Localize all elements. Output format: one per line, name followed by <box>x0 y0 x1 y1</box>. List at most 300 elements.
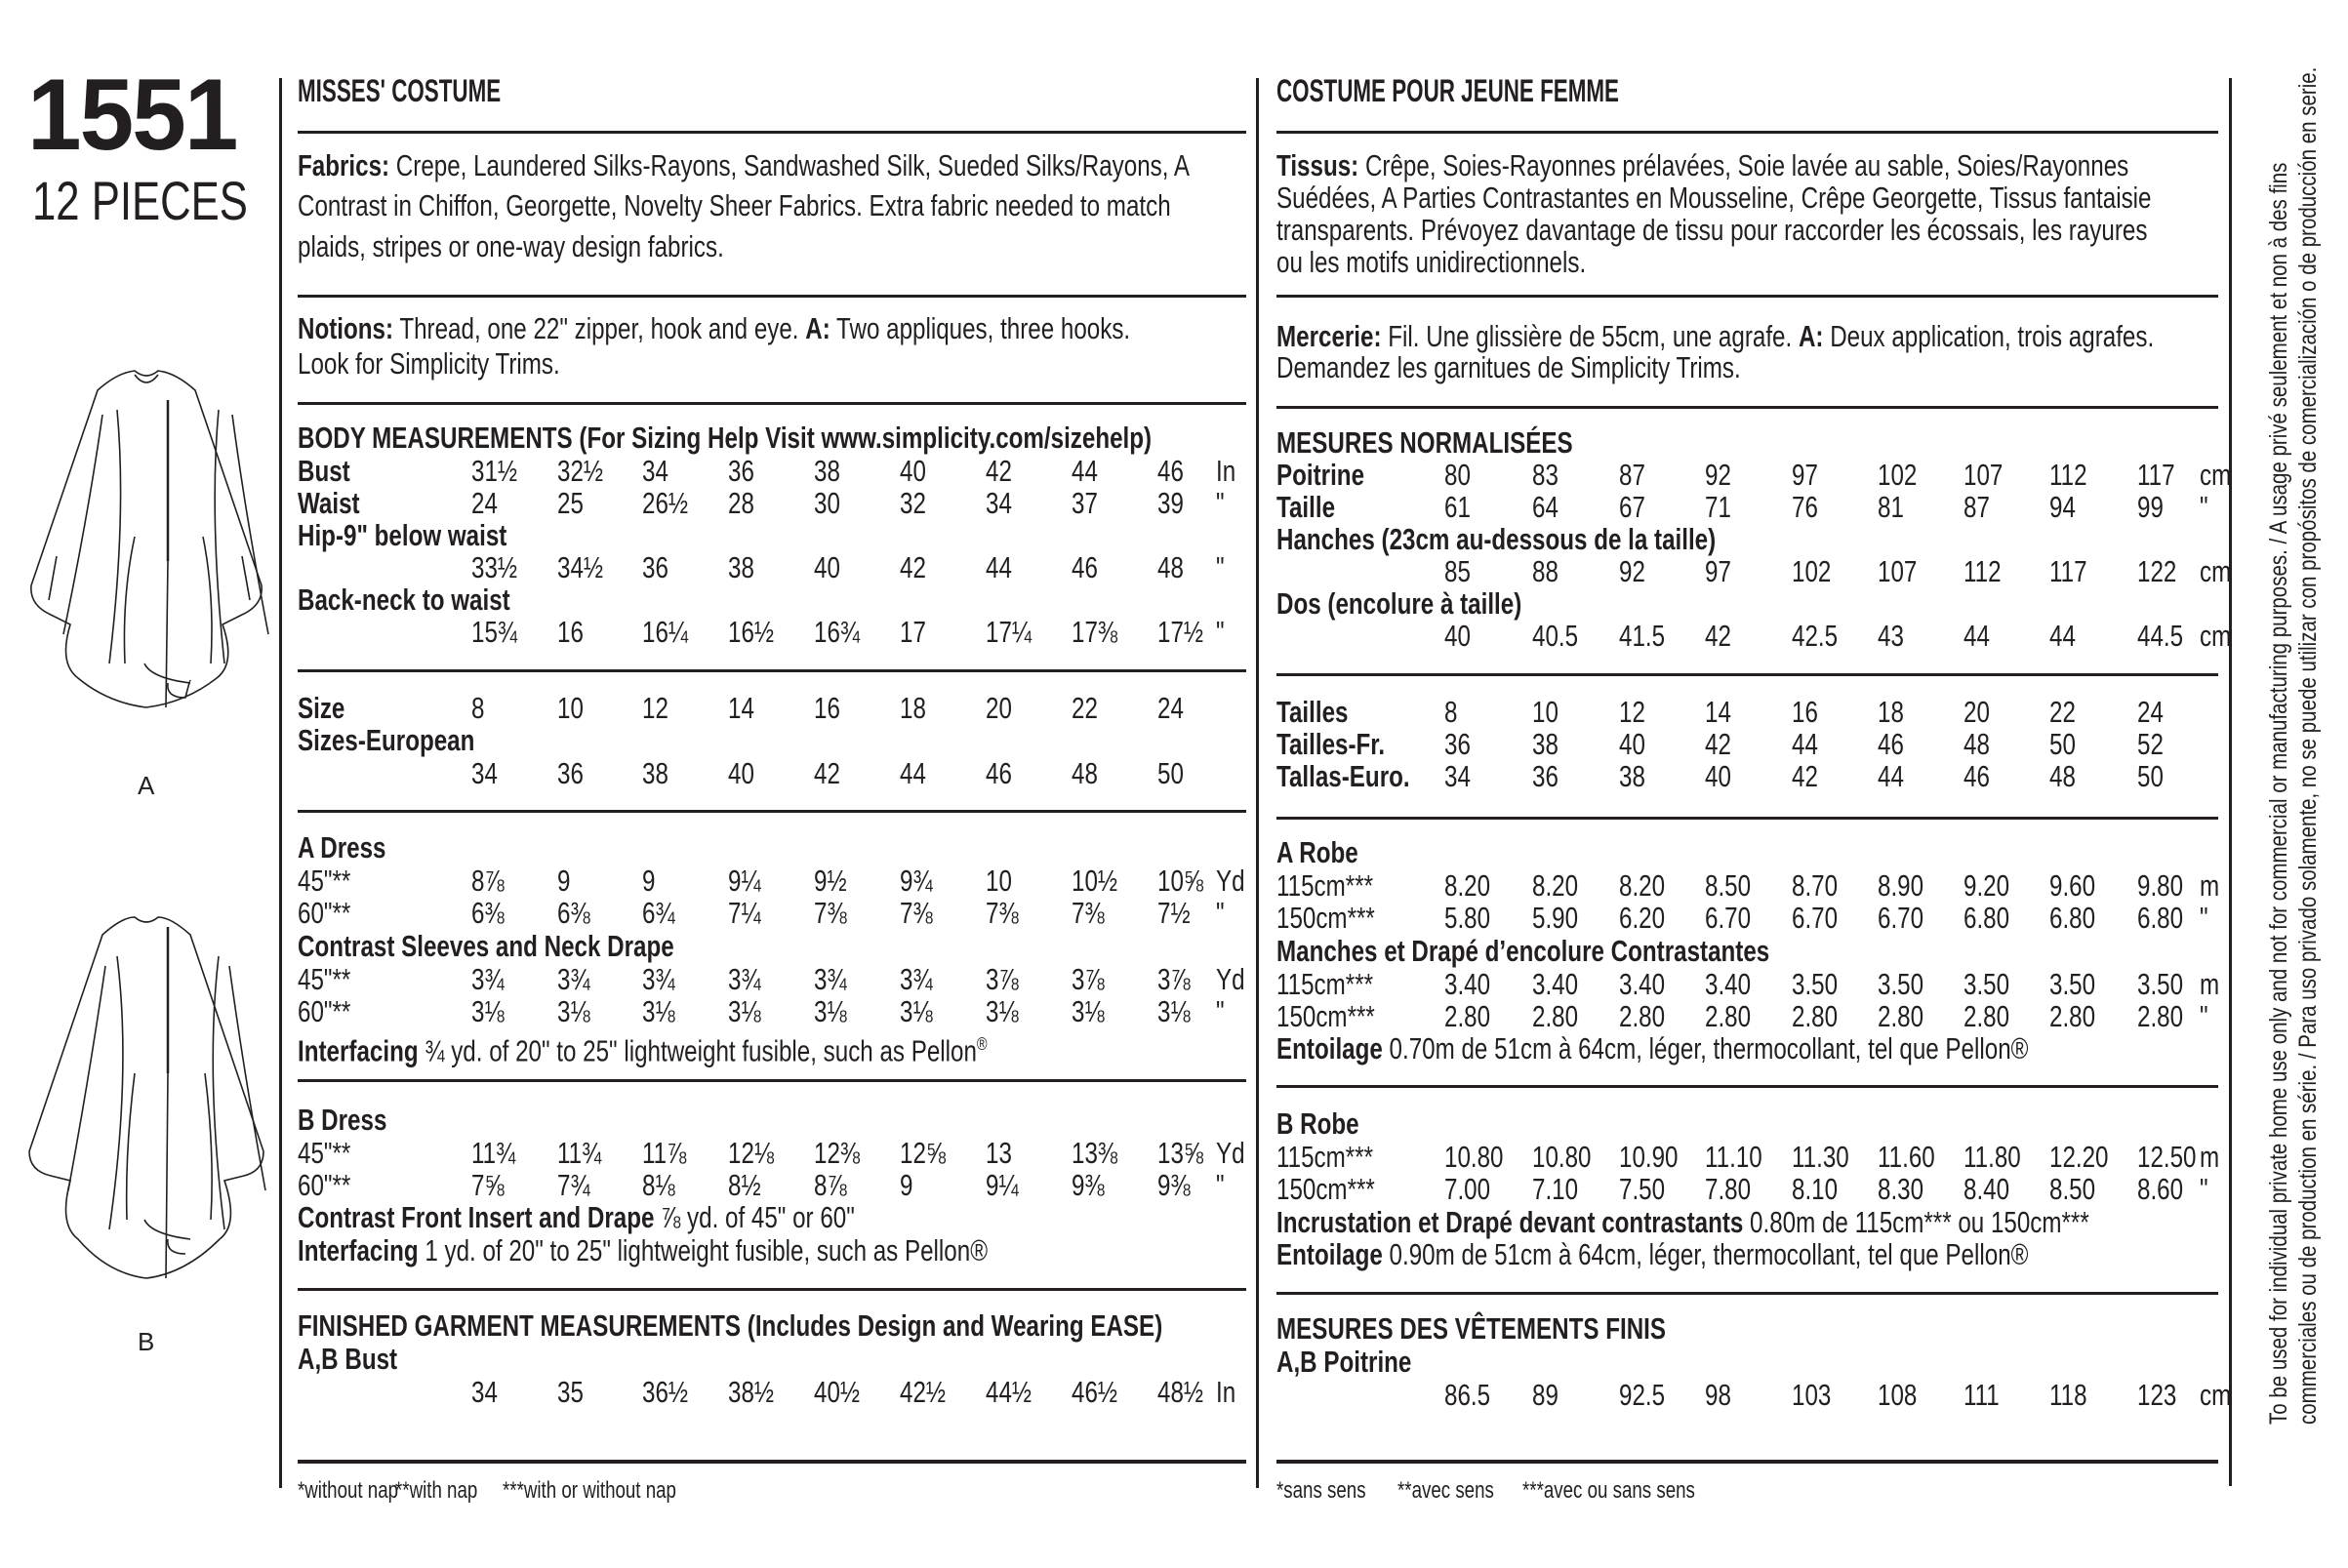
cell-value: 8.50 <box>1705 868 1752 903</box>
b-robe-heading: B Robe <box>1276 1106 1359 1141</box>
cell-value: 3.40 <box>1705 967 1752 1001</box>
cell-value: 80 <box>1444 458 1471 492</box>
row-label: Size <box>298 691 345 725</box>
cell-value: 7¼ <box>728 896 761 930</box>
cell-value: 44 <box>1878 759 1904 793</box>
cell-value: 17½ <box>1157 615 1204 649</box>
cell-value: 42½ <box>900 1375 947 1409</box>
cell-value: 11⅞ <box>642 1136 687 1170</box>
cell-value: 87 <box>1963 490 1990 524</box>
divider <box>298 810 1246 813</box>
cell-value: 108 <box>1878 1378 1918 1412</box>
cell-value: 2.80 <box>1444 999 1491 1033</box>
row-label: 60"** <box>298 896 351 930</box>
cell-value: 46 <box>1878 727 1904 761</box>
footnote: ***with or without nap <box>503 1477 676 1504</box>
cell-value: 3⅞ <box>1072 962 1105 996</box>
cell-value: 6.70 <box>1878 901 1924 935</box>
tissus-line: transparents. Prévoyez davantage de tissu pour raccorder les écossais, les rayures <box>1276 213 2148 247</box>
row-label: 115cm*** <box>1276 868 1374 903</box>
english-title: MISSES' COSTUME <box>298 73 502 108</box>
cell-value: 10 <box>986 864 1012 898</box>
unit-label: Yd <box>1216 1136 1245 1170</box>
cell-value: 15¾ <box>471 615 518 649</box>
cell-value: 81 <box>1878 490 1904 524</box>
cell-value: 48 <box>2049 759 2076 793</box>
cell-value: 9¾ <box>900 864 933 898</box>
cell-value: 34 <box>471 756 498 790</box>
cell-value: 12⅝ <box>900 1136 947 1170</box>
cell-value: 2.80 <box>1792 999 1839 1033</box>
cell-value: 40 <box>1619 727 1645 761</box>
row-label: 45"** <box>298 962 351 996</box>
cell-value: 46 <box>986 756 1012 790</box>
a-robe-heading: A Robe <box>1276 835 1358 869</box>
cell-value: 10½ <box>1072 864 1118 898</box>
b-dress-heading: B Dress <box>298 1103 387 1137</box>
cell-value: 76 <box>1792 490 1818 524</box>
cell-value: 8⅞ <box>471 864 505 898</box>
cell-value: 8 <box>1444 695 1458 729</box>
cell-value: 12.20 <box>2049 1140 2109 1174</box>
unit-label: m <box>2200 967 2220 1001</box>
cell-value: 6.70 <box>1792 901 1839 935</box>
cell-value: 2.80 <box>2137 999 2184 1033</box>
a-contrast-heading: Contrast Sleeves and Neck Drape <box>298 929 674 963</box>
cell-value: 97 <box>1705 554 1731 588</box>
cell-value: 92 <box>1619 554 1645 588</box>
row-label: 150cm*** <box>1276 901 1375 935</box>
cell-value: 9.80 <box>2137 868 2184 903</box>
cell-value: 3¾ <box>557 962 590 996</box>
cell-value: 9¼ <box>728 864 761 898</box>
center-divider <box>1256 78 1259 1488</box>
cell-value: 102 <box>1792 554 1832 588</box>
cell-value: 107 <box>1963 458 2004 492</box>
cell-value: 44½ <box>986 1375 1032 1409</box>
a-entoilage-line: Entoilage 0.70m de 51cm à 64cm, léger, thermocollant, tel que Pellon® <box>1276 1031 2029 1065</box>
cell-value: 10 <box>1532 695 1559 729</box>
divider <box>298 1288 1246 1291</box>
legal-notice-line: To be used for individual private home use only and not for commercial or manufacturing purposes. / A usage privé seulement et non à des fins <box>2265 162 2292 1425</box>
cell-value: 20 <box>986 691 1012 725</box>
row-label: 115cm*** <box>1276 967 1374 1001</box>
cell-value: 31½ <box>471 454 518 488</box>
cell-value: 48 <box>1157 550 1184 584</box>
cell-value: 97 <box>1792 458 1818 492</box>
cell-value: 11¾ <box>557 1136 602 1170</box>
cell-value: 20 <box>1963 695 1990 729</box>
cell-value: 7.50 <box>1619 1172 1666 1206</box>
cell-value: 18 <box>900 691 926 725</box>
cell-value: 17¼ <box>986 615 1032 649</box>
cell-value: 3.50 <box>1792 967 1839 1001</box>
a-dress-heading: A Dress <box>298 830 386 864</box>
cell-value: 9¼ <box>986 1168 1019 1202</box>
cell-value: 92.5 <box>1619 1378 1666 1412</box>
cell-value: 50 <box>1157 756 1184 790</box>
view-b-illustration <box>20 898 273 1307</box>
cell-value: 16 <box>1792 695 1818 729</box>
cell-value: 9½ <box>814 864 847 898</box>
cell-value: 25 <box>557 486 584 520</box>
cell-value: 39 <box>1157 486 1184 520</box>
cell-value: 46 <box>1963 759 1990 793</box>
cell-value: 112 <box>1963 554 2002 588</box>
cell-value: 18 <box>1878 695 1904 729</box>
cell-value: 122 <box>2137 554 2177 588</box>
cell-value: 26½ <box>642 486 689 520</box>
cell-value: 2.80 <box>1963 999 2010 1033</box>
footnote: ***avec ou sans sens <box>1522 1477 1695 1504</box>
row-label: 60"** <box>298 994 351 1028</box>
divider <box>1276 817 2218 820</box>
cell-value: 8.20 <box>1532 868 1579 903</box>
notions-line: Look for Simplicity Trims. <box>298 346 560 381</box>
b-incrustation-line: Incrustation et Drapé devant contrastants 0.80m de 115cm*** ou 150cm*** <box>1276 1205 2089 1239</box>
cell-value: 35 <box>557 1375 584 1409</box>
unit-label: " <box>1216 896 1225 930</box>
unit-label: cm <box>2200 554 2232 588</box>
divider <box>1276 295 2218 298</box>
cell-value: 34 <box>986 486 1012 520</box>
divider <box>298 669 1246 672</box>
b-contrast-line: Contrast Front Insert and Drape ⅞ yd. of 45" or 60" <box>298 1200 855 1234</box>
french-finished-label: A,B Poitrine <box>1276 1345 1412 1379</box>
cell-value: 3⅛ <box>986 994 1019 1028</box>
row-label: Back-neck to waist <box>298 583 510 617</box>
divider <box>298 131 1246 134</box>
cell-value: 10.80 <box>1532 1140 1592 1174</box>
cell-value: 6.80 <box>1963 901 2010 935</box>
cell-value: 9⅜ <box>1072 1168 1105 1202</box>
unit-label: In <box>1216 1375 1236 1409</box>
row-label: 45"** <box>298 864 351 898</box>
row-label: Dos (encolure à taille) <box>1276 586 1522 621</box>
cell-value: 7⅝ <box>471 1168 505 1202</box>
tissus-line: Tissus: Crêpe, Soies-Rayonnes prélavées, Soie lavée au sable, Soies/Rayonnes <box>1276 148 2129 182</box>
cell-value: 40 <box>728 756 754 790</box>
cell-value: 6.70 <box>1705 901 1752 935</box>
unit-label: cm <box>2200 458 2232 492</box>
cell-value: 8.40 <box>1963 1172 2010 1206</box>
row-label: 45"** <box>298 1136 351 1170</box>
cell-value: 42 <box>814 756 840 790</box>
cell-value: 17 <box>900 615 926 649</box>
footnote: **avec sens <box>1397 1477 1494 1504</box>
cell-value: 3¾ <box>471 962 505 996</box>
row-label: 115cm*** <box>1276 1140 1374 1174</box>
cell-value: 7¾ <box>557 1168 590 1202</box>
cell-value: 3.50 <box>1878 967 1924 1001</box>
cell-value: 43 <box>1878 619 1904 653</box>
cell-value: 10⅝ <box>1157 864 1204 898</box>
cell-value: 98 <box>1705 1378 1731 1412</box>
cell-value: 87 <box>1619 458 1645 492</box>
legal-notice-line: commerciales ou de production en série. / Para uso privado solamente, no se puede utilizar con propósitos de comercialización o de producción en serie. <box>2294 66 2322 1425</box>
cell-value: 42.5 <box>1792 619 1839 653</box>
left-divider <box>279 78 282 1488</box>
cell-value: 46 <box>1072 550 1098 584</box>
divider <box>1276 131 2218 134</box>
cell-value: 50 <box>2137 759 2164 793</box>
cell-value: 32 <box>900 486 926 520</box>
cell-value: 6.20 <box>1619 901 1666 935</box>
cell-value: 64 <box>1532 490 1559 524</box>
right-divider <box>2229 78 2232 1486</box>
cell-value: 38 <box>1619 759 1645 793</box>
unit-label: " <box>2200 490 2208 524</box>
footnote: *sans sens <box>1276 1477 1366 1504</box>
tissus-line: ou les motifs unidirectionnels. <box>1276 245 1587 279</box>
cell-value: 24 <box>2137 695 2164 729</box>
finished-heading: FINISHED GARMENT MEASUREMENTS (Includes Design and Wearing EASE) <box>298 1308 1163 1343</box>
cell-value: 6.80 <box>2137 901 2184 935</box>
cell-value: 11.60 <box>1878 1140 1935 1174</box>
cell-value: 6⅜ <box>471 896 505 930</box>
cell-value: 123 <box>2137 1378 2177 1412</box>
cell-value: 112 <box>2049 458 2087 492</box>
cell-value: 10.80 <box>1444 1140 1504 1174</box>
cell-value: 44 <box>2049 619 2076 653</box>
unit-label: m <box>2200 1140 2220 1174</box>
cell-value: 40 <box>1705 759 1731 793</box>
cell-value: 7⅜ <box>900 896 933 930</box>
row-label: Tallas-Euro. <box>1276 759 1410 793</box>
view-a-illustration <box>20 342 273 732</box>
cell-value: 30 <box>814 486 840 520</box>
cell-value: 9 <box>900 1168 913 1202</box>
body-measurements-heading: BODY MEASUREMENTS (For Sizing Help Visit www.simplicity.com/sizehelp) <box>298 421 1153 455</box>
cell-value: 9⅜ <box>1157 1168 1191 1202</box>
cell-value: 44 <box>1963 619 1990 653</box>
unit-label: Yd <box>1216 864 1245 898</box>
cell-value: 48 <box>1072 756 1098 790</box>
cell-value: 40½ <box>814 1375 861 1409</box>
cell-value: 8.60 <box>2137 1172 2184 1206</box>
cell-value: 3⅞ <box>1157 962 1191 996</box>
cell-value: 2.80 <box>2049 999 2096 1033</box>
unit-label: " <box>1216 1168 1225 1202</box>
notions-line: Notions: Thread, one 22" zipper, hook and eye. A: Two appliques, three hooks. <box>298 311 1131 345</box>
cell-value: 3.50 <box>2137 967 2184 1001</box>
cell-value: 94 <box>2049 490 2076 524</box>
cell-value: 117 <box>2049 554 2087 588</box>
cell-value: 8½ <box>728 1168 761 1202</box>
cell-value: 8.20 <box>1619 868 1666 903</box>
cell-value: 14 <box>1705 695 1731 729</box>
cell-value: 67 <box>1619 490 1645 524</box>
cell-value: 13⅝ <box>1157 1136 1204 1170</box>
row-label: 150cm*** <box>1276 999 1375 1033</box>
cell-value: 103 <box>1792 1378 1832 1412</box>
cell-value: 6⅜ <box>557 896 590 930</box>
cell-value: 22 <box>2049 695 2076 729</box>
cell-value: 38½ <box>728 1375 775 1409</box>
cell-value: 7.00 <box>1444 1172 1491 1206</box>
cell-value: 40 <box>900 454 926 488</box>
cell-value: 2.80 <box>1532 999 1579 1033</box>
cell-value: 3.40 <box>1619 967 1666 1001</box>
a-manches-heading: Manches et Drapé d’encolure Contrastantes <box>1276 934 1770 968</box>
cell-value: 3⅛ <box>642 994 675 1028</box>
piece-count: 12 PIECES <box>32 170 248 231</box>
cell-value: 12⅜ <box>814 1136 861 1170</box>
cell-value: 3⅛ <box>1157 994 1191 1028</box>
cell-value: 34 <box>1444 759 1471 793</box>
cell-value: 3¾ <box>900 962 933 996</box>
tissus-line: Suédées, A Parties Contrastantes en Mousseline, Crêpe Georgette, Tissus fantaisie <box>1276 181 2152 215</box>
cell-value: 17⅜ <box>1072 615 1118 649</box>
cell-value: 38 <box>814 454 840 488</box>
cell-value: 48½ <box>1157 1375 1204 1409</box>
unit-label: " <box>1216 550 1225 584</box>
cell-value: 12 <box>1619 695 1645 729</box>
fabrics-line: Fabrics: Crepe, Laundered Silks-Rayons, Sandwashed Silk, Sueded Silks/Rayons, A <box>298 148 1190 182</box>
cell-value: 7.80 <box>1705 1172 1752 1206</box>
divider <box>1276 1085 2218 1088</box>
cell-value: 3¾ <box>728 962 761 996</box>
cell-value: 44.5 <box>2137 619 2184 653</box>
cell-value: 42 <box>986 454 1012 488</box>
cell-value: 3⅞ <box>986 962 1019 996</box>
cell-value: 3⅛ <box>728 994 761 1028</box>
cell-value: 8.90 <box>1878 868 1924 903</box>
row-label: Bust <box>298 454 350 488</box>
cell-value: 38 <box>1532 727 1559 761</box>
cell-value: 99 <box>2137 490 2164 524</box>
cell-value: 5.80 <box>1444 901 1491 935</box>
cell-value: 8⅛ <box>642 1168 675 1202</box>
cell-value: 28 <box>728 486 754 520</box>
cell-value: 3¾ <box>642 962 675 996</box>
cell-value: 8.10 <box>1792 1172 1839 1206</box>
cell-value: 3.50 <box>2049 967 2096 1001</box>
cell-value: 12.50 <box>2137 1140 2197 1174</box>
cell-value: 3⅛ <box>1072 994 1105 1028</box>
cell-value: 5.90 <box>1532 901 1579 935</box>
cell-value: 42 <box>1705 619 1731 653</box>
cell-value: 3.40 <box>1444 967 1491 1001</box>
cell-value: 3⅛ <box>557 994 590 1028</box>
divider <box>298 295 1246 298</box>
cell-value: 11.30 <box>1792 1140 1849 1174</box>
unit-label: cm <box>2200 1378 2232 1412</box>
cell-value: 44 <box>1072 454 1098 488</box>
row-label: Waist <box>298 486 360 520</box>
unit-label: " <box>1216 994 1225 1028</box>
cell-value: 117 <box>2137 458 2175 492</box>
cell-value: 41.5 <box>1619 619 1666 653</box>
mercerie-line: Demandez les garnitues de Simplicity Trims. <box>1276 350 1741 384</box>
cell-value: 44 <box>1792 727 1818 761</box>
cell-value: 22 <box>1072 691 1098 725</box>
cell-value: 89 <box>1532 1378 1559 1412</box>
cell-value: 16½ <box>728 615 775 649</box>
cell-value: 42 <box>900 550 926 584</box>
footnote: **with nap <box>395 1477 478 1504</box>
row-label: Tailles-Fr. <box>1276 727 1386 761</box>
cell-value: 38 <box>642 756 668 790</box>
fabrics-line: plaids, stripes or one-way design fabrics. <box>298 229 724 263</box>
cell-value: 6¾ <box>642 896 675 930</box>
cell-value: 50 <box>2049 727 2076 761</box>
row-label: Hanches (23cm au-dessous de la taille) <box>1276 522 1717 556</box>
cell-value: 2.80 <box>1878 999 1924 1033</box>
cell-value: 85 <box>1444 554 1471 588</box>
divider <box>298 1460 1246 1464</box>
cell-value: 8.50 <box>2049 1172 2096 1206</box>
cell-value: 11.80 <box>1963 1140 2021 1174</box>
cell-value: 16¼ <box>642 615 689 649</box>
cell-value: 102 <box>1878 458 1918 492</box>
cell-value: 83 <box>1532 458 1559 492</box>
legal-notice <box>2264 0 2323 1425</box>
unit-label: cm <box>2200 619 2232 653</box>
cell-value: 44 <box>986 550 1012 584</box>
cell-value: 24 <box>471 486 498 520</box>
cell-value: 38 <box>728 550 754 584</box>
cell-value: 3¾ <box>814 962 847 996</box>
cell-value: 3⅛ <box>814 994 847 1028</box>
cell-value: 36½ <box>642 1375 689 1409</box>
cell-value: 24 <box>1157 691 1184 725</box>
cell-value: 107 <box>1878 554 1918 588</box>
cell-value: 36 <box>728 454 754 488</box>
unit-label: " <box>2200 1172 2208 1206</box>
cell-value: 86.5 <box>1444 1378 1491 1412</box>
cell-value: 40.5 <box>1532 619 1579 653</box>
cell-value: 61 <box>1444 490 1471 524</box>
pattern-number: 1551 <box>27 59 237 172</box>
cell-value: 7⅜ <box>986 896 1019 930</box>
cell-value: 40 <box>1444 619 1471 653</box>
cell-value: 3.50 <box>1963 967 2010 1001</box>
a-interfacing-line: Interfacing ¾ yd. of 20" to 25" lightweight fusible, such as Pellon® <box>298 1033 988 1068</box>
cell-value: 10.90 <box>1619 1140 1679 1174</box>
cell-value: 9.20 <box>1963 868 2010 903</box>
view-a-label: A <box>138 771 155 800</box>
unit-label: Yd <box>1216 962 1245 996</box>
cell-value: 11.10 <box>1705 1140 1762 1174</box>
cell-value: 9 <box>557 864 571 898</box>
cell-value: 32½ <box>557 454 604 488</box>
b-interfacing-line: Interfacing 1 yd. of 20" to 25" lightweight fusible, such as Pellon® <box>298 1233 989 1267</box>
cell-value: 14 <box>728 691 754 725</box>
row-label: Hip-9" below waist <box>298 518 507 552</box>
mesures-heading: MESURES NORMALISÉES <box>1276 425 1573 460</box>
cell-value: 48 <box>1963 727 1990 761</box>
french-finished-heading: MESURES DES VÊTEMENTS FINIS <box>1276 1311 1667 1346</box>
row-label: Taille <box>1276 490 1336 524</box>
cell-value: 8 <box>471 691 485 725</box>
cell-value: 2.80 <box>1705 999 1752 1033</box>
cell-value: 7⅜ <box>814 896 847 930</box>
cell-value: 36 <box>557 756 584 790</box>
cell-value: 37 <box>1072 486 1098 520</box>
view-b-label: B <box>138 1327 155 1356</box>
unit-label: " <box>2200 901 2208 935</box>
cell-value: 36 <box>1532 759 1559 793</box>
cell-value: 42 <box>1705 727 1731 761</box>
cell-value: 34 <box>642 454 668 488</box>
footnote: *without nap <box>298 1477 399 1504</box>
cell-value: 71 <box>1705 490 1731 524</box>
cell-value: 2.80 <box>1619 999 1666 1033</box>
cell-value: 13⅜ <box>1072 1136 1118 1170</box>
cell-value: 12 <box>642 691 668 725</box>
cell-value: 8.20 <box>1444 868 1491 903</box>
